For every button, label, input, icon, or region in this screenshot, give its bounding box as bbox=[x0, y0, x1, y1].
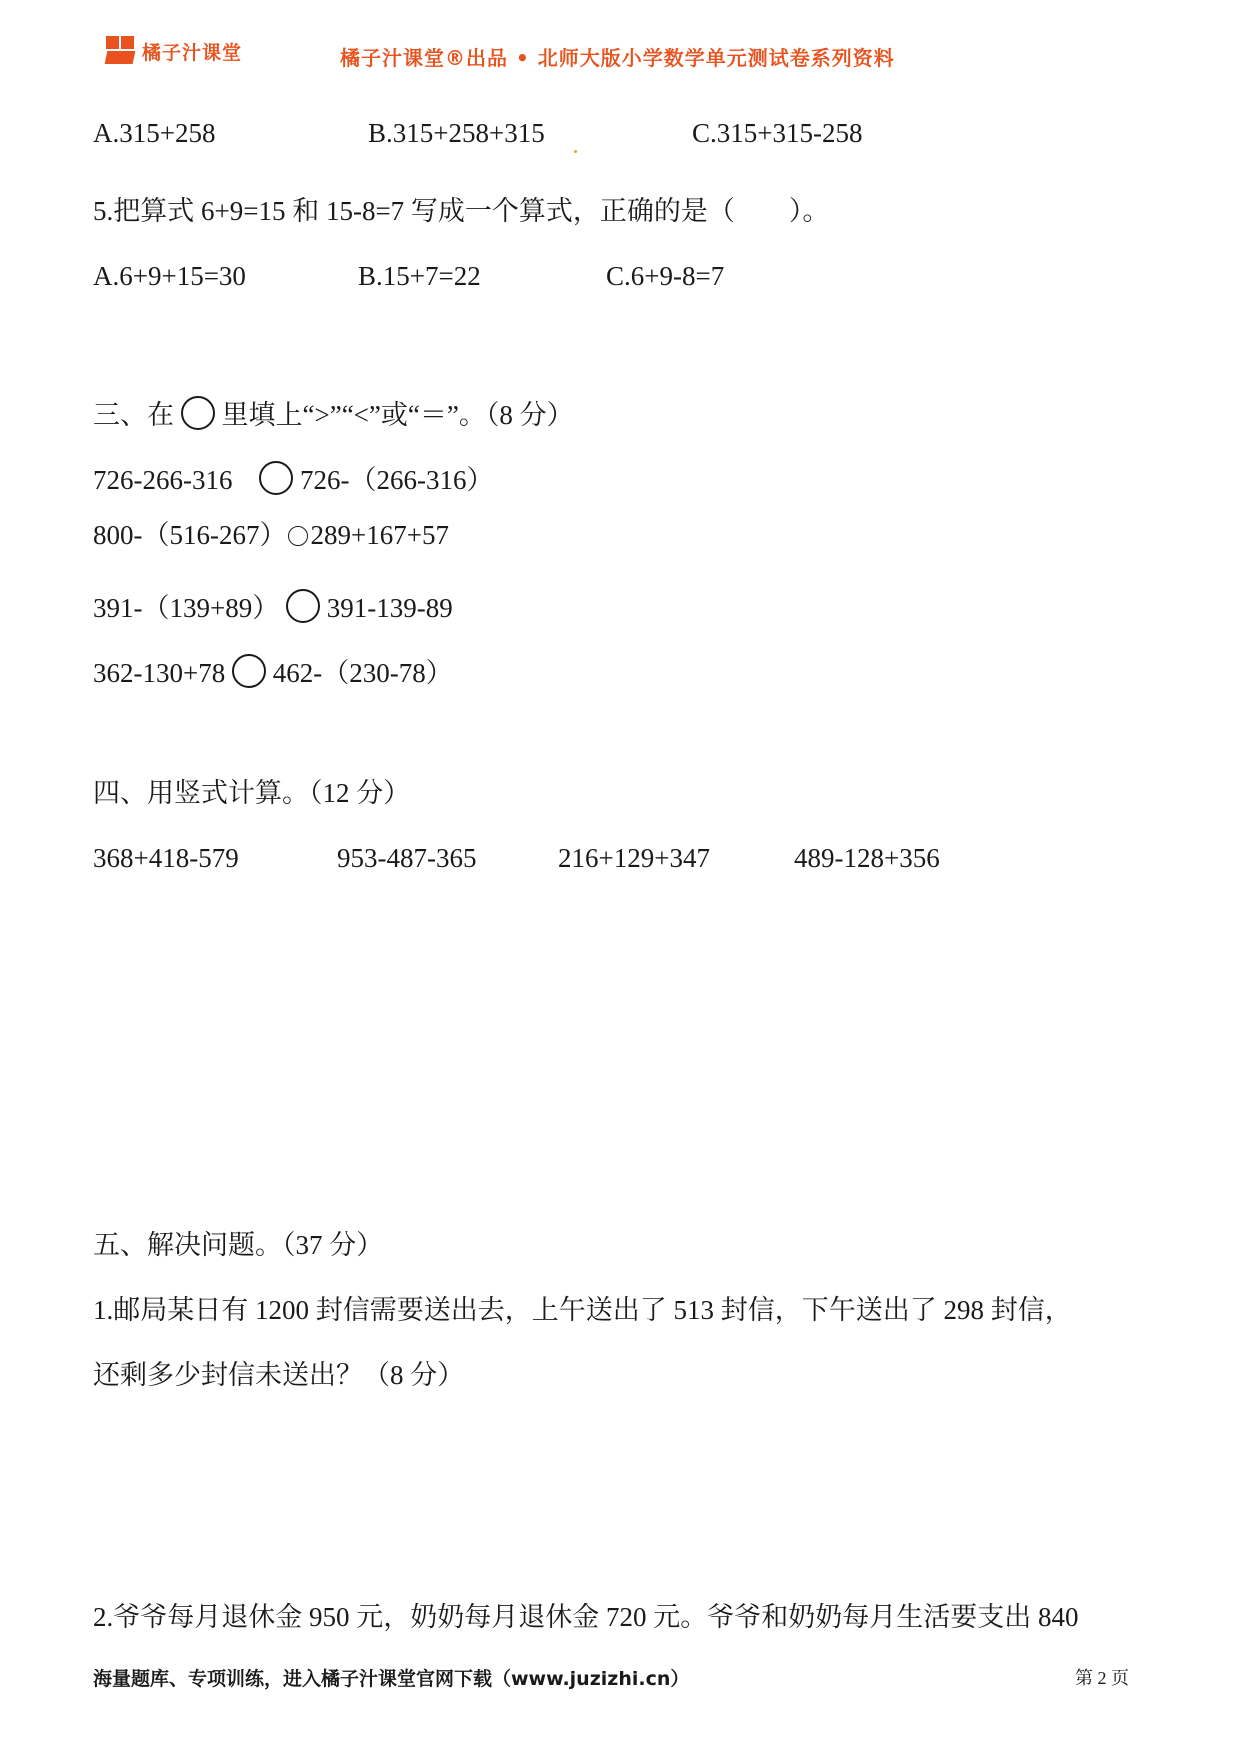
compare-right: 726-（266-316） bbox=[299, 465, 494, 495]
vertical-calc-item: 368+418-579 bbox=[93, 843, 239, 873]
q4-option-a: A.315+258 bbox=[93, 118, 216, 148]
q5-stem: 5.把算式 6+9=15 和 15-8=7 写成一个算式，正确的是（ ）。 bbox=[93, 196, 830, 226]
brand-logo bbox=[106, 36, 242, 66]
q4-option-c: C.315+315-258 bbox=[692, 118, 863, 148]
problem1-line1: 1.邮局某日有 1200 封信需要送出去，上午送出了 513 封信，下午送出了 298 封信， bbox=[93, 1295, 1072, 1325]
answer-circle-icon[interactable] bbox=[288, 526, 308, 546]
stray-dot bbox=[574, 150, 577, 153]
section4-title: 四、用竖式计算。（12 分） bbox=[93, 778, 411, 808]
compare-circle-icon bbox=[181, 396, 215, 430]
vertical-calc-item: 489-128+356 bbox=[794, 843, 940, 873]
problem2-line1: 2.爷爷每月退休金 950 元，奶奶每月退休金 720 元。爷爷和奶奶每月生活要支出 840 bbox=[93, 1602, 1079, 1632]
compare-left: 362-130+78 bbox=[93, 658, 226, 688]
compare-right: 289+167+57 bbox=[310, 520, 449, 550]
compare-row bbox=[93, 518, 449, 552]
compare-left: 391-（139+89） bbox=[93, 593, 280, 623]
section3-title bbox=[93, 396, 574, 432]
answer-circle-icon[interactable] bbox=[259, 461, 293, 495]
compare-left: 800-（516-267） bbox=[93, 520, 287, 550]
q5-option-c: C.6+9-8=7 bbox=[606, 261, 725, 291]
answer-circle-icon[interactable] bbox=[286, 589, 320, 623]
answer-circle-icon[interactable] bbox=[232, 654, 266, 688]
vertical-calc-item: 216+129+347 bbox=[558, 843, 710, 873]
section3-title-pre: 三、在 bbox=[93, 400, 174, 430]
q5-option-a: A.6+9+15=30 bbox=[93, 261, 246, 291]
q5-option-b: B.15+7=22 bbox=[358, 261, 481, 291]
problem1-line2: 还剩多少封信未送出？（8 分） bbox=[93, 1360, 465, 1390]
compare-row bbox=[93, 654, 453, 690]
vertical-calc-item: 953-487-365 bbox=[337, 843, 477, 873]
compare-right: 391-139-89 bbox=[326, 593, 453, 623]
logo-text: 橘子汁课堂 bbox=[142, 41, 243, 64]
compare-row bbox=[93, 461, 493, 497]
section5-title: 五、解决问题。（37 分） bbox=[93, 1230, 384, 1260]
section3-title-post: 里填上“>”“<”或“＝”。（8 分） bbox=[221, 400, 574, 430]
footer-promo: 海量题库、专项训练，进入橘子汁课堂官网下载（www.juzizhi.cn） bbox=[93, 1668, 690, 1690]
compare-left: 726-266-316 bbox=[93, 465, 233, 495]
compare-right: 462-（230-78） bbox=[272, 658, 453, 688]
q4-option-b: B.315+258+315 bbox=[368, 118, 545, 148]
page-header bbox=[0, 0, 1240, 90]
logo-icon bbox=[106, 36, 136, 66]
compare-row bbox=[93, 589, 453, 625]
page-number: 第 2 页 bbox=[1075, 1668, 1129, 1688]
header-title: 橘子汁课堂®出品 • 北师大版小学数学单元测试卷系列资料 bbox=[340, 46, 895, 70]
